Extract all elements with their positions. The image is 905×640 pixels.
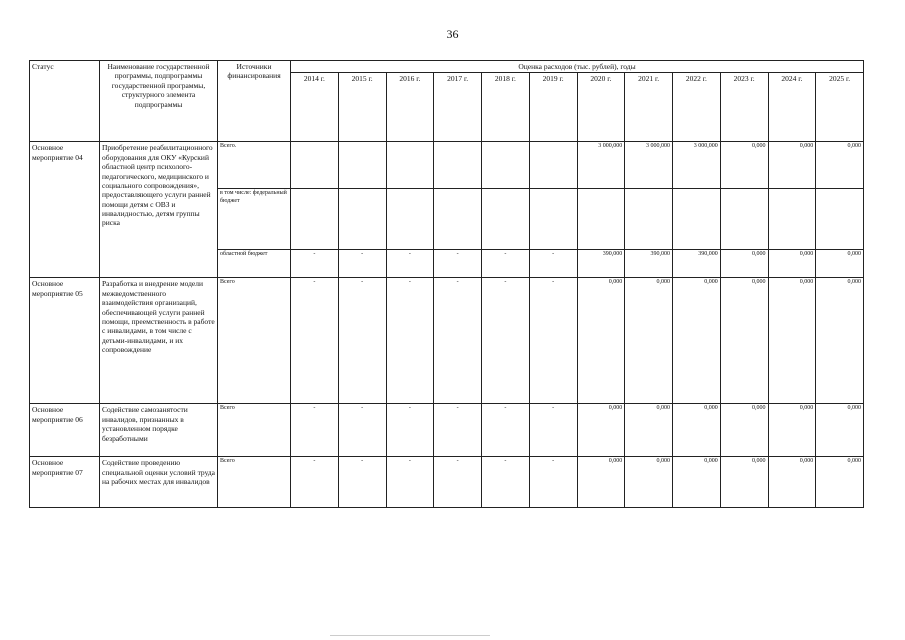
cell-value: [291, 142, 339, 189]
cell-value: -: [386, 457, 434, 508]
cell-value: 0,000: [720, 142, 768, 189]
cell-value: [625, 189, 673, 250]
row-source: Всего: [218, 278, 291, 404]
cell-value: 0,000: [673, 404, 721, 457]
table-row: [30, 142, 864, 189]
cell-value: 390,000: [625, 250, 673, 278]
cell-value: 0,000: [625, 278, 673, 404]
header-year: 2023 г.: [720, 73, 768, 142]
row-status: Основное мероприятие 04: [30, 142, 100, 278]
cell-value: -: [482, 404, 530, 457]
row-status: Основное мероприятие 05: [30, 278, 100, 404]
row-source: областной бюджет: [218, 250, 291, 278]
cell-value: 0,000: [816, 278, 864, 404]
cell-value: [768, 189, 816, 250]
cell-value: 0,000: [768, 278, 816, 404]
cell-value: [338, 142, 386, 189]
header-year: 2016 г.: [386, 73, 434, 142]
cell-value: 0,000: [768, 457, 816, 508]
cell-value: 0,000: [768, 404, 816, 457]
cell-value: -: [482, 278, 530, 404]
cell-value: -: [434, 278, 482, 404]
row-name: Разработка и внедрение модели межведомственного взаимодействия организаций, обеспечивающей услуги ранней помощи, преемственность в работе с инвалидами, в том числе с детьми-инвалидами, и их сопровождение: [100, 278, 218, 404]
cell-value: 0,000: [720, 278, 768, 404]
cell-value: -: [386, 250, 434, 278]
cell-value: [816, 189, 864, 250]
cell-value: -: [529, 457, 577, 508]
row-source: Всего: [218, 404, 291, 457]
header-year: 2021 г.: [625, 73, 673, 142]
cell-value: -: [338, 457, 386, 508]
cell-value: 0,000: [673, 278, 721, 404]
table-row: [30, 457, 864, 508]
cell-value: 0,000: [768, 250, 816, 278]
cell-value: [720, 189, 768, 250]
header-sources: Источники финансирования: [218, 61, 291, 142]
header-status: Статус: [30, 61, 100, 142]
cell-value: -: [291, 457, 339, 508]
header-year: 2015 г.: [338, 73, 386, 142]
cell-value: [577, 189, 625, 250]
cell-value: [386, 142, 434, 189]
header-estimate: Оценка расходов (тыс. рублей), годы: [291, 61, 864, 73]
cell-value: 3 000,000: [577, 142, 625, 189]
cell-value: [434, 189, 482, 250]
cell-value: [673, 189, 721, 250]
cell-value: [482, 189, 530, 250]
cell-value: 0,000: [816, 250, 864, 278]
row-source: Всего.: [218, 142, 291, 189]
cell-value: [482, 142, 530, 189]
header-year: 2014 г.: [291, 73, 339, 142]
cell-value: 0,000: [577, 457, 625, 508]
cell-value: 0,000: [816, 457, 864, 508]
row-status: Основное мероприятие 06: [30, 404, 100, 457]
row-status: Основное мероприятие 07: [30, 457, 100, 508]
header-year: 2025 г.: [816, 73, 864, 142]
cell-value: 3 000,000: [625, 142, 673, 189]
cell-value: 0,000: [720, 404, 768, 457]
header-year: 2018 г.: [482, 73, 530, 142]
cell-value: -: [386, 278, 434, 404]
budget-table: [29, 60, 864, 508]
cell-value: 0,000: [816, 142, 864, 189]
cell-value: -: [434, 457, 482, 508]
row-name: Содействие самозанятости инвалидов, признанных в установленном порядке безработными: [100, 404, 218, 457]
cell-value: -: [434, 250, 482, 278]
cell-value: -: [529, 404, 577, 457]
cell-value: -: [434, 404, 482, 457]
cell-value: [338, 189, 386, 250]
cell-value: -: [482, 250, 530, 278]
cell-value: -: [291, 250, 339, 278]
cell-value: [434, 142, 482, 189]
row-source: Всего: [218, 457, 291, 508]
cell-value: -: [291, 404, 339, 457]
cell-value: 390,000: [673, 250, 721, 278]
cell-value: -: [338, 404, 386, 457]
header-year: 2017 г.: [434, 73, 482, 142]
cell-value: [529, 189, 577, 250]
row-name: Приобретение реабилитационного оборудования для ОКУ «Курский областной центр психолого-педагогического, медицинского и социального сопровождения», предоставляющего услуги ранней помощи детям с ОВЗ и инвалидностью, детям группы риска: [100, 142, 218, 278]
header-name: Наименование государственной программы, подпрограммы государственной программы, структурного элемента подпрограммы: [100, 61, 218, 142]
cell-value: 0,000: [673, 457, 721, 508]
table-row: [30, 404, 864, 457]
cell-value: 0,000: [577, 278, 625, 404]
cell-value: -: [482, 457, 530, 508]
cell-value: 0,000: [625, 404, 673, 457]
scan-artifact: [330, 635, 490, 636]
cell-value: 0,000: [720, 457, 768, 508]
cell-value: -: [529, 250, 577, 278]
cell-value: [291, 189, 339, 250]
cell-value: 0,000: [816, 404, 864, 457]
cell-value: [529, 142, 577, 189]
cell-value: 0,000: [768, 142, 816, 189]
cell-value: -: [338, 278, 386, 404]
cell-value: [386, 189, 434, 250]
cell-value: 390,000: [577, 250, 625, 278]
cell-value: -: [529, 278, 577, 404]
cell-value: -: [291, 278, 339, 404]
cell-value: 0,000: [720, 250, 768, 278]
row-name: Содействие проведению специальной оценки условий труда на рабочих местах для инвалидов: [100, 457, 218, 508]
cell-value: 0,000: [625, 457, 673, 508]
header-year: 2022 г.: [673, 73, 721, 142]
cell-value: 3 000,000: [673, 142, 721, 189]
header-year: 2019 г.: [529, 73, 577, 142]
header-year: 2024 г.: [768, 73, 816, 142]
cell-value: -: [386, 404, 434, 457]
row-source: в том числе: федеральный бюджет: [218, 189, 291, 250]
cell-value: 0,000: [577, 404, 625, 457]
table-row: [30, 278, 864, 404]
page-number: 36: [446, 27, 459, 41]
cell-value: -: [338, 250, 386, 278]
header-year: 2020 г.: [577, 73, 625, 142]
